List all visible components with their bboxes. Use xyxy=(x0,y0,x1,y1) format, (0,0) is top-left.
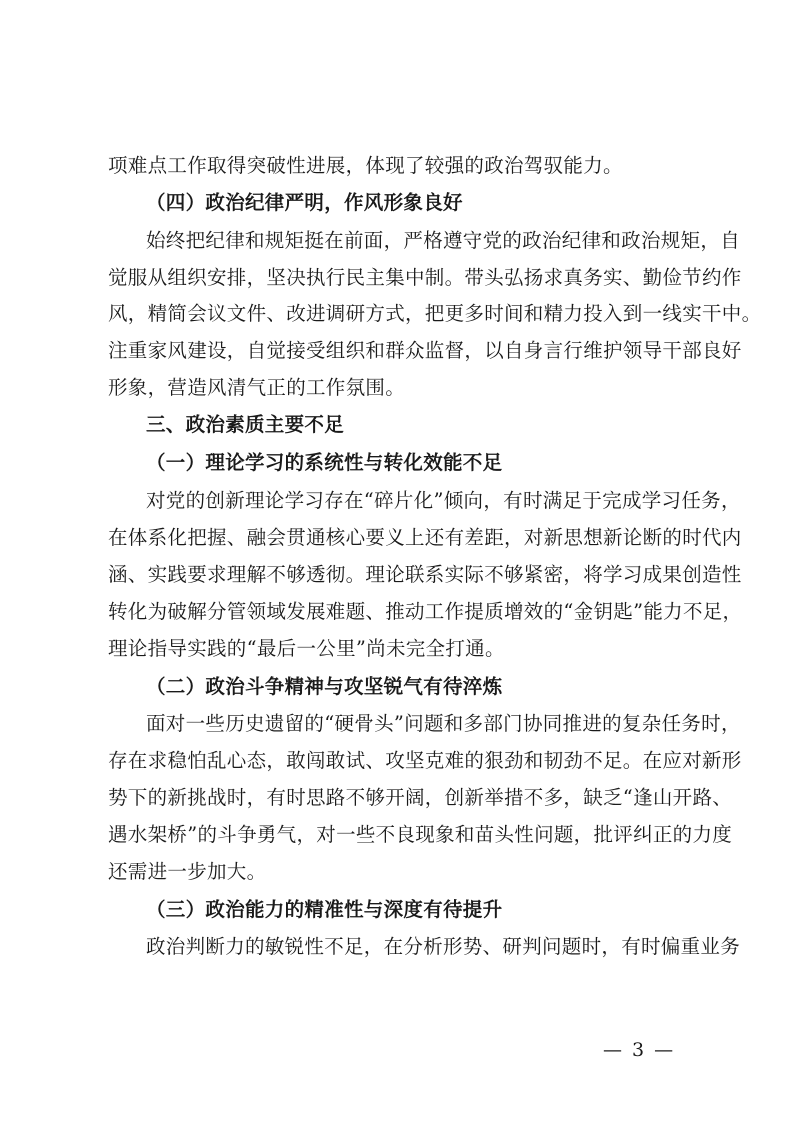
paragraph-line: 转化为破解分管领域发展难题、推动工作提质增效的“金钥匙”能力不足， xyxy=(108,600,743,623)
section-subheading: （三）政治能力的精准性与深度有待提升 xyxy=(146,898,503,921)
page-number: — 3 — xyxy=(603,1039,676,1061)
paragraph-line: 还需进一步加大。 xyxy=(108,860,267,883)
paragraph-line: 在体系化把握、融会贯通核心要义上还有差距，对新思想新论断的时代内 xyxy=(108,526,742,549)
paragraph-line: 始终把纪律和规矩挺在前面，严格遵守党的政治纪律和政治规矩，自 xyxy=(146,229,741,252)
section-subheading: （二）政治斗争精神与攻坚锐气有待淬炼 xyxy=(146,675,503,698)
section-subheading: （四）政治纪律严明，作风形象良好 xyxy=(146,191,463,214)
paragraph-line: 势下的新挑战时，有时思路不够开阔，创新举措不多，缺乏“逢山开路、 xyxy=(108,786,733,809)
paragraph-line: 政治判断力的敏锐性不足，在分析形势、研判问题时，有时偏重业务 xyxy=(146,935,741,958)
paragraph-line: 形象，营造风清气正的工作氛围。 xyxy=(108,376,406,399)
paragraph-line: 涵、实践要求理解不够透彻。理论联系实际不够紧密，将学习成果创造性 xyxy=(108,563,742,586)
section-subheading: （一）理论学习的系统性与转化效能不足 xyxy=(146,451,503,474)
paragraph-line: 理论指导实践的“最后一公里”尚未完全打通。 xyxy=(108,637,505,660)
paragraph-line: 注重家风建设，自觉接受组织和群众监督，以自身言行维护领导干部良好 xyxy=(108,339,742,362)
paragraph-line: 遇水架桥”的斗争勇气，对一些不良现象和苗头性问题，批评纠正的力度 xyxy=(108,823,733,846)
paragraph-line: 存在求稳怕乱心态，敢闯敢试、攻坚克难的狠劲和韧劲不足。在应对新形 xyxy=(108,749,742,772)
paragraph-line: 项难点工作取得突破性进展，体现了较强的政治驾驭能力。 xyxy=(108,154,623,177)
paragraph-line: 风，精简会议文件、改进调研方式，把更多时间和精力投入到一线实干中。 xyxy=(108,302,762,325)
section-heading: 三、政治素质主要不足 xyxy=(146,413,345,436)
paragraph-line: 对党的创新理论学习存在“碎片化”倾向，有时满足于完成学习任务， xyxy=(146,489,741,512)
paragraph-line: 觉服从组织安排，坚决执行民主集中制。带头弘扬求真务实、勤俭节约作 xyxy=(108,266,742,289)
paragraph-line: 面对一些历史遗留的“硬骨头”问题和多部门协同推进的复杂任务时， xyxy=(146,712,741,735)
